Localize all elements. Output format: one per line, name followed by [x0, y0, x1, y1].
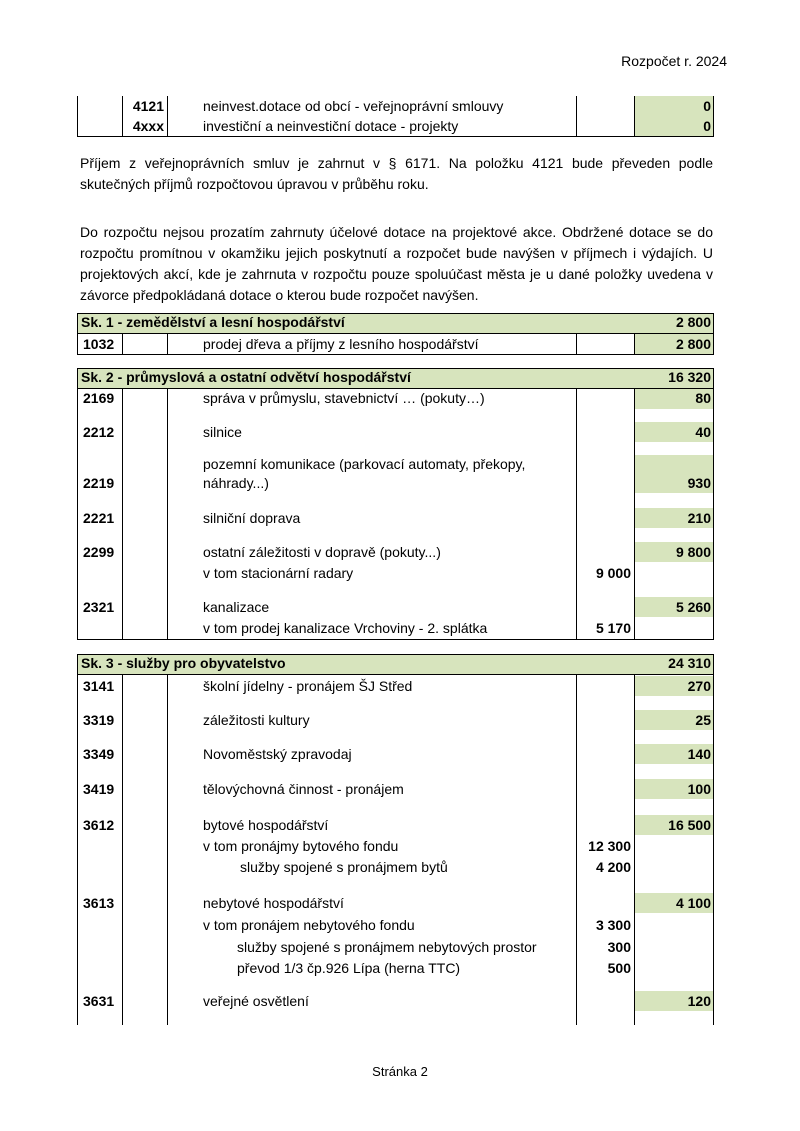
row-code: 2169: [83, 390, 115, 406]
row-value: 80: [695, 390, 711, 406]
row-sub-value: 500: [607, 960, 631, 976]
section-title: Sk. 2 - průmyslová a ostatní odvětví hospodářství: [81, 369, 411, 385]
row-code: 3631: [83, 993, 115, 1009]
row-label: ostatní záležitosti v dopravě (pokuty...): [203, 544, 441, 560]
row-label: služby spojené s pronájmem bytů: [240, 859, 448, 875]
section-title: Sk. 3 - služby pro obyvatelstvo: [81, 655, 286, 671]
section-total: 16 320: [668, 369, 711, 385]
page-header-title: Rozpočet r. 2024: [621, 53, 727, 69]
row-sub-value: 9 000: [595, 565, 631, 581]
row-value: 100: [687, 781, 711, 797]
row-code: 3319: [83, 712, 115, 728]
row-label-cont: náhrady...): [203, 475, 269, 491]
row-code: 2212: [83, 424, 115, 440]
section-total: 2 800: [675, 314, 711, 330]
top-row-value: 0: [703, 118, 711, 134]
row-label: správa v průmyslu, stavebnictví … (pokuty…): [203, 390, 485, 406]
row-sub-value: 4 200: [595, 859, 631, 875]
row-label: záležitosti kultury: [203, 712, 310, 728]
row-code: 3349: [83, 746, 115, 762]
top-row-value: 0: [703, 98, 711, 114]
top-row-sub: 4xxx: [132, 118, 164, 134]
top-row-label: neinvest.dotace od obcí - veřejnoprávní smlouvy: [203, 98, 504, 114]
section-header: [77, 368, 714, 389]
row-label: silniční doprava: [203, 510, 301, 526]
paragraph-1: Příjem z veřejnoprávních smluv je zahrnut v § 6171. Na položku 4121 bude převeden podle skutečných příjmů rozpočtovou úpravou v průběhu roku.: [80, 155, 713, 192]
row-code: 2219: [83, 475, 115, 491]
row-label: pozemní komunikace (parkovací automaty, překopy,: [203, 456, 526, 472]
row-value: 25: [695, 712, 711, 728]
row-value: 5 260: [675, 599, 711, 615]
row-code: 2321: [83, 599, 115, 615]
row-code: 3419: [83, 781, 115, 797]
row-label: v tom pronájem nebytového fondu: [203, 917, 415, 933]
row-sub-value: 300: [607, 939, 631, 955]
row-sub-value: 12 300: [588, 838, 631, 854]
row-value: 16 500: [668, 817, 711, 833]
row-label: školní jídelny - pronájem ŠJ Střed: [203, 678, 413, 694]
row-value: 4 100: [675, 895, 711, 911]
row-label: prodej dřeva a příjmy z lesního hospodářství: [203, 336, 479, 352]
row-sub-value: 3 300: [595, 917, 631, 933]
top-row-sub: 4121: [132, 98, 164, 114]
row-code: 3141: [83, 678, 115, 694]
row-value: 2 800: [675, 336, 711, 352]
row-label: nebytové hospodářství: [203, 895, 344, 911]
row-label: převod 1/3 čp.926 Lípa (herna TTC): [237, 960, 461, 976]
row-value: 140: [687, 746, 711, 762]
section-total: 24 310: [668, 655, 711, 671]
row-code: 3612: [83, 817, 115, 833]
row-label: silnice: [203, 424, 242, 440]
row-value: 270: [687, 678, 711, 694]
section-title: Sk. 1 - zemědělství a lesní hospodářství: [81, 314, 345, 330]
row-code: 2299: [83, 544, 115, 560]
row-label: bytové hospodářství: [203, 817, 329, 833]
row-label: tělovýchovná činnost - pronájem: [203, 781, 404, 797]
row-label: v tom prodej kanalizace Vrchoviny - 2. splátka: [203, 620, 488, 636]
row-value: 9 800: [675, 544, 711, 560]
row-value: 40: [695, 424, 711, 440]
row-label: v tom pronájmy bytového fondu: [203, 838, 399, 854]
row-value: 210: [687, 510, 711, 526]
row-label: veřejné osvětlení: [203, 993, 309, 1009]
row-sub-value: 5 170: [595, 620, 631, 636]
row-label: Novoměstský zpravodaj: [203, 746, 352, 762]
section-header: [77, 313, 714, 334]
row-code: 1032: [83, 336, 115, 352]
row-label: v tom stacionární radary: [203, 565, 354, 581]
row-code: 3613: [83, 895, 115, 911]
paragraph-2: Do rozpočtu nejsou prozatím zahrnuty účelové dotace na projektové akce. Obdržené dotace se do rozpočtu promítnou v okamžiku jejich poskytnutí a rozpočet bude navýšen v příjmech i výdajích. U projektových akcí, kde je zahrnuta v rozpočtu pouze spoluúčast města je u dané položky uvedena v závorce předpokládaná dotace o kterou bude rozpočet navýšen.: [80, 224, 713, 303]
row-label: kanalizace: [203, 599, 270, 615]
row-value: 930: [687, 475, 711, 491]
row-code: 2221: [83, 510, 115, 526]
row-value: 120: [687, 993, 711, 1009]
section-header: [77, 654, 714, 675]
row-label: služby spojené s pronájmem nebytových prostor: [237, 939, 537, 955]
page-number: Stránka 2: [372, 1064, 428, 1079]
top-row-label: investiční a neinvestiční dotace - projekty: [203, 118, 459, 134]
